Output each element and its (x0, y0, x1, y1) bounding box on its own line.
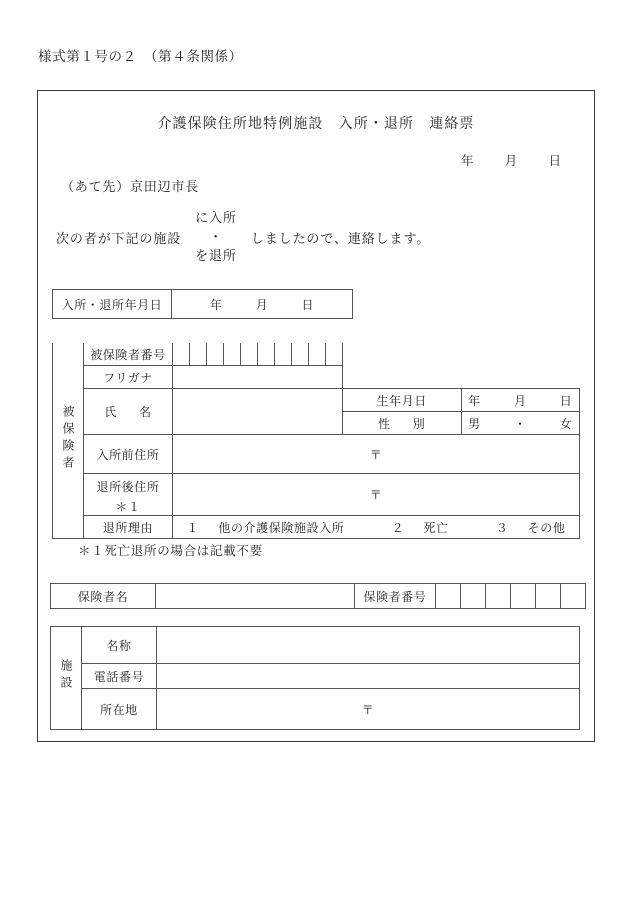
facility-phone-value[interactable] (157, 664, 580, 689)
table-row (51, 584, 586, 609)
address-before-label: 入所前住所 (84, 435, 173, 474)
admit-date-label: 入所・退所年月日 (53, 290, 172, 319)
form-outer-frame (37, 90, 595, 742)
sex-label: 性 別 (343, 412, 462, 435)
day-label: 日 (559, 393, 573, 408)
address-after-note: ＊１ (84, 498, 173, 516)
insurer-name-label: 保険者名 (51, 584, 156, 609)
birthdate-label: 生年月日 (343, 389, 462, 412)
insurer-number-box[interactable] (561, 584, 586, 609)
facility-table (50, 626, 580, 730)
month-label: 月 (255, 297, 269, 312)
reason-option-number: １ (186, 520, 200, 535)
postal-mark-icon: 〒 (369, 447, 383, 462)
month-label: 月 (513, 393, 527, 408)
reason-option-number: ２ (391, 520, 405, 535)
address-after-label: 退所後住所 (84, 474, 173, 499)
sex-female-option[interactable]: 女 (559, 416, 573, 431)
insurer-number-box[interactable] (511, 584, 536, 609)
insurer-number-label: 保険者番号 (355, 584, 436, 609)
furigana-value[interactable] (173, 366, 343, 389)
table-row (53, 389, 580, 412)
reason-option-text[interactable]: その他 (527, 520, 566, 535)
insured-number-label: 被保険者番号 (84, 343, 173, 366)
insurer-table (50, 583, 586, 609)
name-value[interactable] (173, 389, 343, 435)
insured-number-box[interactable] (309, 343, 326, 366)
table-row (53, 474, 580, 499)
name-label: 氏 名 (84, 389, 173, 435)
insured-number-box[interactable] (292, 343, 309, 366)
table-row (53, 343, 580, 366)
empty-area (343, 343, 580, 366)
insurer-number-box[interactable] (461, 584, 486, 609)
choice-admit: に入所 (195, 210, 237, 225)
furigana-label: フリガナ (84, 366, 173, 389)
empty-area (343, 366, 580, 389)
year-label: 年 (468, 393, 481, 408)
insured-number-box[interactable] (326, 343, 343, 366)
table-row (53, 435, 580, 474)
date-year-label: 年 (460, 154, 475, 168)
admit-discharge-choice (195, 209, 237, 266)
facility-phone-label: 電話番号 (82, 664, 157, 689)
statement-tail: しましたので、連絡します。 (250, 230, 431, 246)
statement-lead: 次の者が下記の施設 (56, 230, 182, 246)
insured-number-box[interactable] (173, 343, 190, 366)
page-title: 介護保険住所地特例施設 入所・退所 連絡票 (157, 117, 475, 132)
facility-name-label: 名称 (82, 627, 157, 664)
reason-option-number: ３ (495, 520, 509, 535)
address-after-value[interactable] (173, 474, 580, 516)
sex-male-option[interactable]: 男 (468, 416, 481, 431)
discharge-reason-options[interactable] (173, 516, 580, 539)
facility-name-value[interactable] (157, 627, 580, 664)
address-before-value[interactable] (173, 435, 580, 474)
issue-date-line (461, 151, 562, 169)
insurer-number-box[interactable] (536, 584, 561, 609)
postal-mark-icon: 〒 (369, 488, 383, 502)
insured-number-box[interactable] (241, 343, 258, 366)
day-label: 日 (301, 297, 315, 312)
statement-sentence (56, 209, 430, 266)
sex-separator: ・ (513, 416, 527, 431)
insured-number-box[interactable] (190, 343, 207, 366)
admit-discharge-date-table (52, 289, 353, 319)
table-row (53, 516, 580, 539)
facility-address-value[interactable] (157, 689, 580, 730)
insured-number-box[interactable] (224, 343, 241, 366)
sex-value[interactable] (461, 412, 580, 435)
addressee-line: （あて先）京田辺市長 (61, 179, 200, 194)
insured-number-box[interactable] (207, 343, 224, 366)
facility-address-label: 所在地 (82, 689, 157, 730)
insured-vertical-label: 被保険者 (53, 343, 84, 539)
table-row (51, 689, 580, 730)
table-row (53, 290, 353, 319)
insured-number-box[interactable] (275, 343, 292, 366)
postal-mark-icon: 〒 (361, 702, 375, 717)
birthdate-value[interactable] (461, 389, 580, 412)
table-row (53, 366, 580, 389)
reason-option-text[interactable]: 他の介護保険施設入所 (218, 520, 345, 535)
choice-discharge: を退所 (195, 247, 237, 263)
insurer-name-value[interactable] (156, 584, 355, 609)
admit-date-value[interactable] (172, 290, 353, 319)
insurer-number-box[interactable] (436, 584, 461, 609)
table-row (51, 627, 580, 664)
table-row (51, 664, 580, 689)
insurer-number-box[interactable] (486, 584, 511, 609)
facility-vertical-label: 施設 (51, 627, 82, 730)
form-number: 様式第１号の２ （第４条関係） (38, 49, 243, 64)
discharge-reason-label: 退所理由 (84, 516, 173, 539)
reason-option-text[interactable]: 死亡 (423, 520, 449, 535)
choice-separator: ・ (209, 228, 224, 244)
date-day-label: 日 (548, 154, 562, 168)
year-label: 年 (209, 297, 223, 312)
footnote-text: ＊１死亡退所の場合は記載不要 (78, 544, 263, 558)
date-month-label: 月 (504, 154, 519, 168)
insured-person-table (52, 343, 580, 539)
insured-number-box[interactable] (258, 343, 275, 366)
